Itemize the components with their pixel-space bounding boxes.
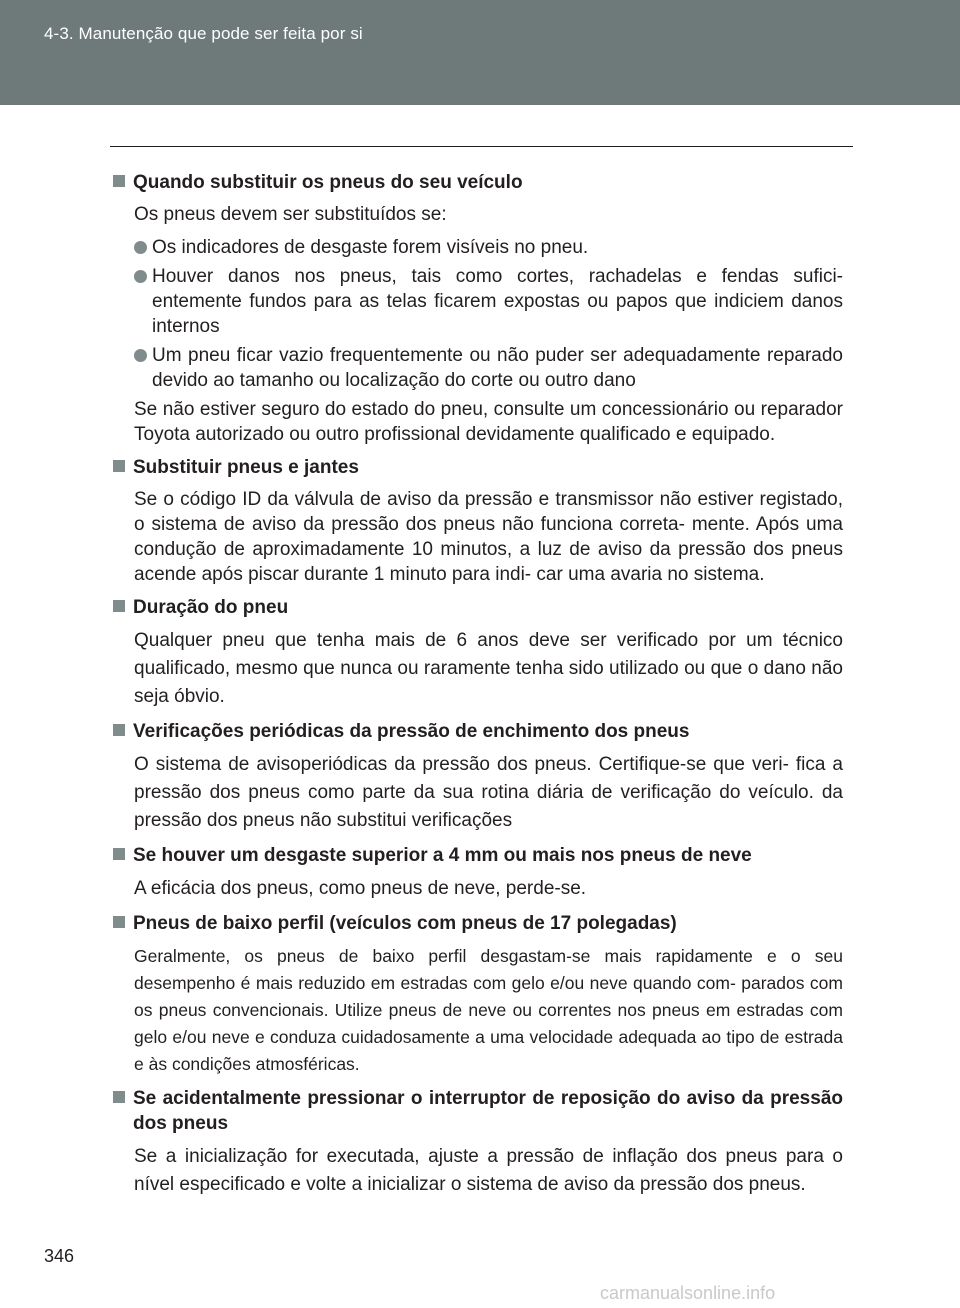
list-item: Os indicadores de desgaste forem visíveis no pneu. <box>113 235 843 260</box>
square-bullet-icon <box>113 848 125 860</box>
section-heading: Se acidentalmente pressionar o interruptor de reposição do aviso da pressão dos pneus <box>113 1086 843 1136</box>
chapter-header <box>0 0 960 105</box>
section-text: Os pneus devem ser substituídos se: <box>134 204 447 225</box>
page-number: 346 <box>44 1246 75 1266</box>
round-bullet-icon <box>134 349 147 362</box>
section-text: Se a inicialização for executada, ajuste a pressão de inflação dos pneus para o nível especificado e volte a inicializar o sistema de aviso da pressão dos pneus. <box>134 1146 843 1195</box>
square-bullet-icon <box>113 460 125 472</box>
top-rule <box>110 146 853 147</box>
list-item: Um pneu ficar vazio frequentemente ou não puder ser adequadamente reparado devido ao tamanho ou localização do corte ou outro dano <box>113 343 843 393</box>
square-bullet-icon <box>113 175 125 187</box>
section-text: Qualquer pneu que tenha mais de 6 anos deve ser verificado por um técnico qualificado, mesmo que nunca ou raramente tenha sido utilizado ou que o dano não seja óbvio. <box>134 630 843 707</box>
square-bullet-icon <box>113 724 125 736</box>
section-text: Se o código ID da válvula de aviso da pressão e transmissor não estiver registado, o sistema de aviso da pressão dos pneus não funciona correta- mente. Após uma condução de aproximadamente 10 minutos, a luz de aviso da pressão dos pneus acende após piscar durante 1 minuto para indi- car uma avaria no sistema. <box>134 489 843 585</box>
page-content <box>113 170 843 1207</box>
section-heading: Pneus de baixo perfil (veículos com pneus de 17 polegadas) <box>113 911 843 936</box>
section-heading: Substituir pneus e jantes <box>113 455 843 480</box>
section-text: Se não estiver seguro do estado do pneu, consulte um concessionário ou reparador Toyota autorizado ou outro profissional devidamente qualificado e equipado. <box>134 399 843 445</box>
round-bullet-icon <box>134 270 147 283</box>
square-bullet-icon <box>113 1091 125 1103</box>
section-heading: Verificações periódicas da pressão de enchimento dos pneus <box>113 719 843 744</box>
section-text: A eficácia dos pneus, como pneus de neve, perde-se. <box>134 878 587 899</box>
round-bullet-icon <box>134 241 147 254</box>
square-bullet-icon <box>113 600 125 612</box>
section-heading: Quando substituir os pneus do seu veículo <box>113 170 843 195</box>
section-text: O sistema de avisoperiódicas da pressão dos pneus. Certifique-se que veri- fica a pressão dos pneus como parte da sua rotina diária de verificação do veículo. da pressão dos pneus não substitui verificações <box>134 754 843 831</box>
square-bullet-icon <box>113 916 125 928</box>
watermark: carmanualsonline.info <box>600 1283 776 1303</box>
list-item: Houver danos nos pneus, tais como cortes, rachadelas e fendas sufici- entemente fundos para as telas ficarem expostas ou papos que indiciem danos internos <box>113 264 843 339</box>
section-heading: Se houver um desgaste superior a 4 mm ou mais nos pneus de neve <box>113 843 843 868</box>
chapter-title: 4-3. Manutenção que pode ser feita por si <box>44 24 363 43</box>
section-heading: Duração do pneu <box>113 595 843 620</box>
section-text: Geralmente, os pneus de baixo perfil desgastam-se mais rapidamente e o seu desempenho é mais reduzido em estradas com gelo e/ou neve quando com- parados com os pneus convencionais. Utilize pneus de neve ou correntes nos pneus em estradas com gelo e/ou neve e conduza cuidadosamente a uma velocidade adequada ao tipo de estrada e às condições atmosféricas. <box>134 946 843 1074</box>
